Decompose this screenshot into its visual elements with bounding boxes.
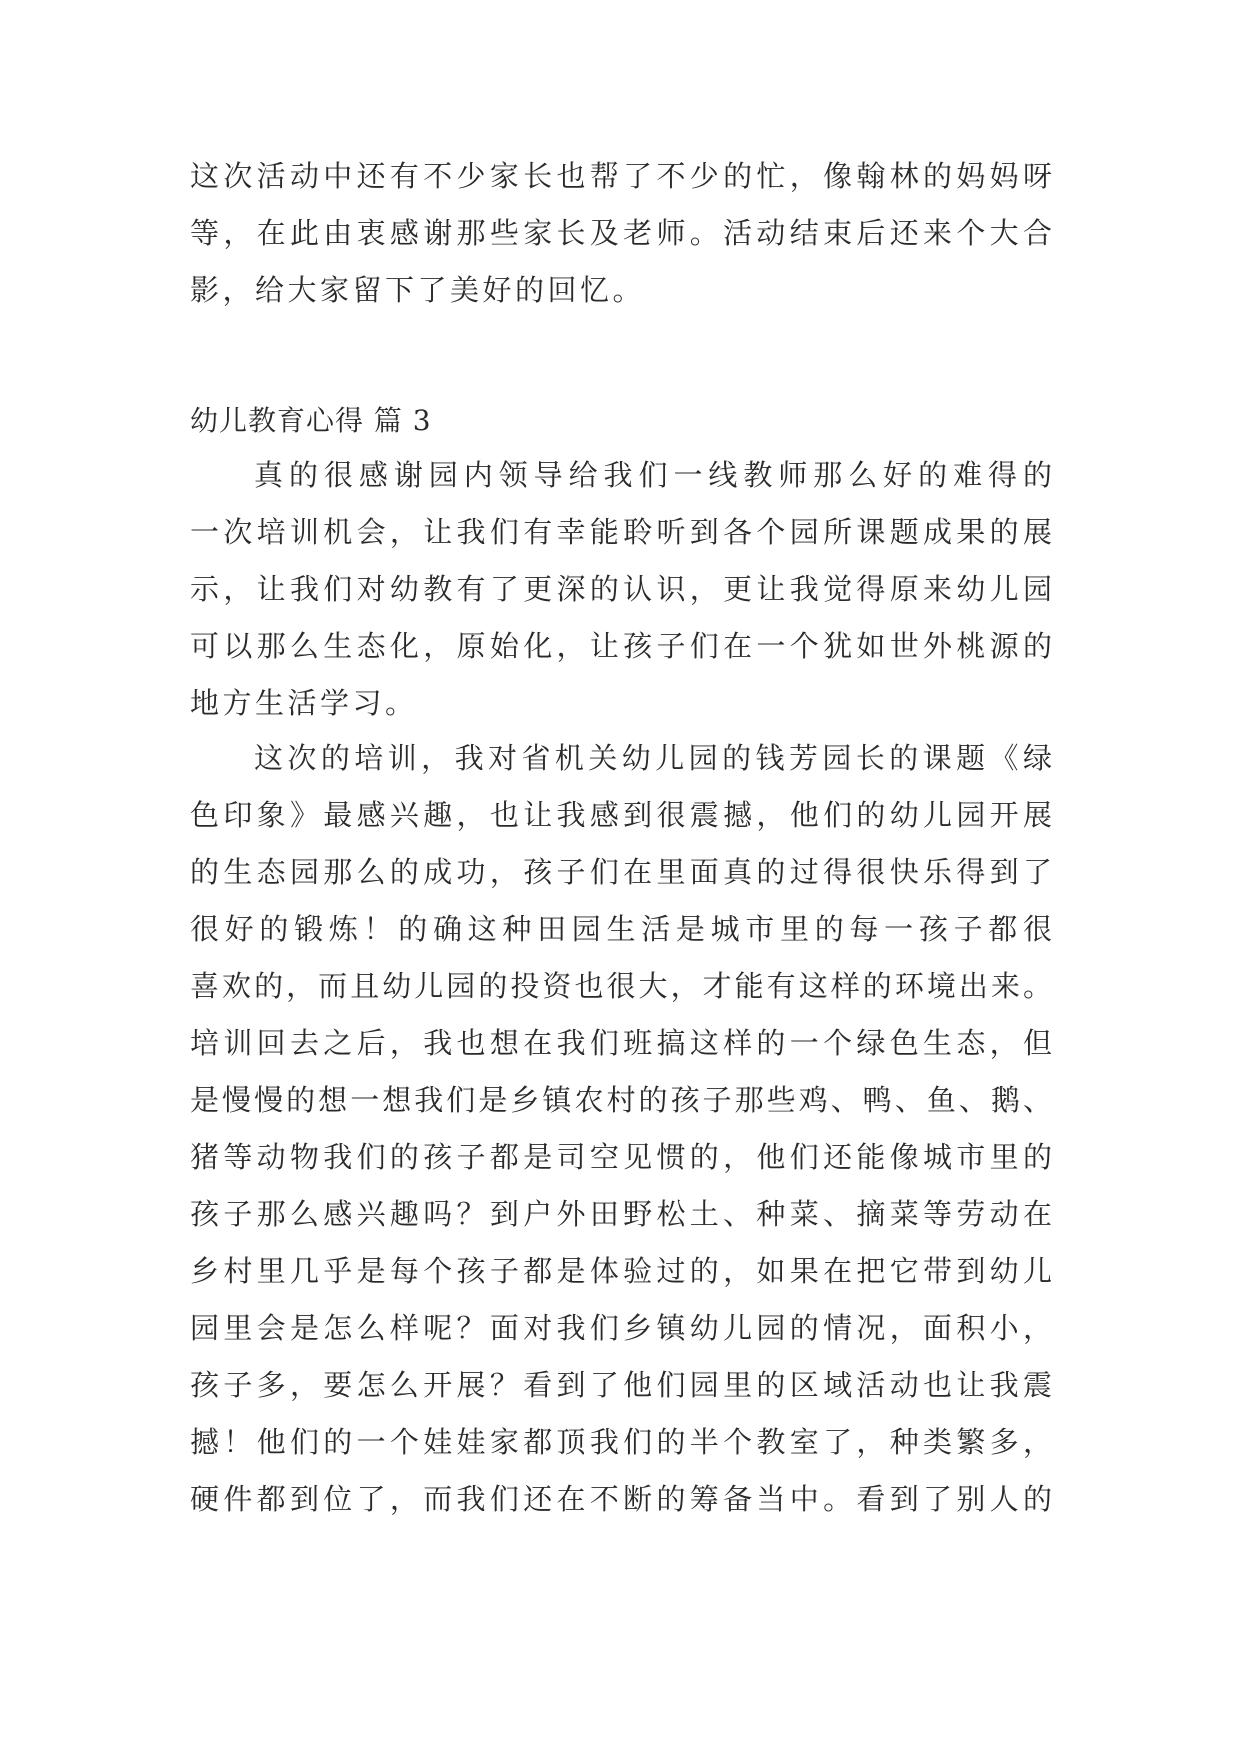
text-line: 地方生活学习。 [190,686,418,720]
text-line: 很好的锻炼！的确这种田园生活是城市里的每一孩子都很 [190,912,1052,946]
text-line: 喜欢的，而且幼儿园的投资也很大，才能有这样的环境出来。 [190,969,1052,1003]
text-line: 等，在此由衷感谢那些家长及老师。活动结束后还来个大合 [190,216,1052,250]
text-line: 孩子多，要怎么开展？看到了他们园里的区域活动也让我震 [190,1368,1052,1402]
section-heading-block [190,392,1052,449]
text-line: 这次活动中还有不少家长也帮了不少的忙，像翰林的妈妈呀 [190,159,1052,193]
text-line: 影，给大家留下了美好的回忆。 [190,273,646,307]
text-line: 撼！他们的一个娃娃家都顶我们的半个教室了，种类繁多， [190,1425,1052,1459]
intro-paragraph [190,148,1052,319]
paragraph-1 [190,447,1052,732]
text-line: 示，让我们对幼教有了更深的认识，更让我觉得原来幼儿园 [190,572,1052,606]
text-line: 孩子那么感兴趣吗？到户外田野松土、种菜、摘菜等劳动在 [190,1197,1052,1231]
text-line: 的生态园那么的成功，孩子们在里面真的过得很快乐得到了 [190,855,1052,889]
text-line: 硬件都到位了，而我们还在不断的筹备当中。看到了别人的 [190,1482,1052,1516]
text-line: 乡村里几乎是每个孩子都是体验过的，如果在把它带到幼儿 [190,1254,1052,1288]
paragraph-2 [190,730,1052,1528]
section-heading: 幼儿教育心得 篇 3 [190,404,432,437]
text-line: 园里会是怎么样呢？面对我们乡镇幼儿园的情况，面积小， [190,1311,1052,1345]
text-line: 猪等动物我们的孩子都是司空见惯的，他们还能像城市里的 [190,1140,1052,1174]
text-line: 这次的培训，我对省机关幼儿园的钱芳园长的课题《绿 [254,741,1052,775]
text-line: 一次培训机会，让我们有幸能聆听到各个园所课题成果的展 [190,515,1052,549]
text-line: 可以那么生态化，原始化，让孩子们在一个犹如世外桃源的 [190,629,1052,663]
text-line: 是慢慢的想一想我们是乡镇农村的孩子那些鸡、鸭、鱼、鹅、 [190,1083,1052,1117]
text-line: 培训回去之后，我也想在我们班搞这样的一个绿色生态，但 [190,1026,1052,1060]
text-line: 真的很感谢园内领导给我们一线教师那么好的难得的 [254,458,1052,492]
text-line: 色印象》最感兴趣，也让我感到很震撼，他们的幼儿园开展 [190,798,1052,832]
